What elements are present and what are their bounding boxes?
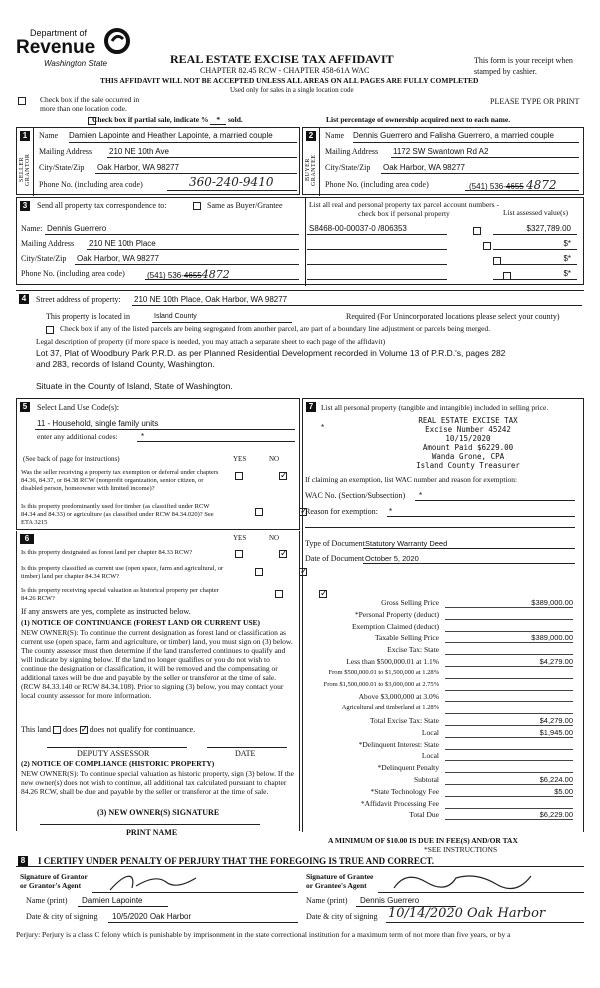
print-name-label: PRINT NAME: [126, 828, 178, 837]
corr-city-field[interactable]: Oak Harbor, WA 98277: [77, 254, 159, 263]
buyer-mail-label: Mailing Address: [325, 147, 379, 156]
dor-logo: [16, 28, 136, 72]
doctype-label: Type of Document: [305, 539, 365, 548]
calc-row: [303, 809, 585, 821]
buyer-phone-label: Phone No. (including area code): [325, 180, 429, 189]
landuse-section: [16, 398, 300, 530]
noh-body: NEW OWNER(S): To continue special valuation as historic property, sign (3) below. If the new owner(s) does not wish to continue, all additional tax calculated pursuant to chapter 84.26 RCW, shall be due and payable by the seller or transferor at the time of sale.: [21, 769, 294, 796]
calc-row-label: *Affidavit Processing Fee: [360, 798, 439, 808]
q3-text: Is this property designated as forest land per chapter 84.33 RCW?: [21, 549, 193, 556]
q2-yes-checkbox[interactable]: [255, 508, 263, 516]
seller-phone-label: Phone No. (including area code): [39, 180, 143, 189]
treasurer-stamp: REAL ESTATE EXCISE TAX Excise Number 45242 10/15/2020 Amount Paid $6229.00 Wanda Grone, CPA Island County Treasurer: [416, 416, 520, 470]
pp-field[interactable]: *: [321, 423, 325, 432]
buyer-mail-field[interactable]: 1172 SW Swantown Rd A2: [393, 147, 489, 156]
section-4-badge: 4: [19, 294, 29, 304]
calc-row-label: Total Excise Tax: State: [369, 715, 439, 725]
calc-row-label: Excise Tax: State: [387, 645, 439, 655]
noh-title: (2) NOTICE OF COMPLIANCE (HISTORIC PROPERTY): [21, 759, 215, 768]
calc-row-label: Exemption Claimed (deduct): [351, 621, 439, 631]
legal-label: Legal description of property (if more space is needed, you may attach a separate sheet to each page of the affidavit): [36, 337, 386, 346]
additional-label: enter any additional codes:: [37, 432, 118, 441]
doesnot-checkbox[interactable]: [80, 726, 88, 734]
dept-label: Department of: [30, 28, 88, 38]
calc-row: [303, 798, 585, 810]
calc-row-value[interactable]: $5.00: [554, 786, 573, 796]
corr-city-label: City/State/Zip: [21, 254, 67, 263]
calc-row-label: Local: [421, 727, 439, 737]
form-chapter: CHAPTER 82.45 RCW - CHAPTER 458-61A WAC: [200, 66, 370, 75]
buyer-name-field[interactable]: Dennis Guerrero and Falisha Guerrero, a married couple: [353, 131, 554, 140]
doctype-field[interactable]: Statutory Warranty Deed: [365, 539, 448, 548]
corr-phone-field[interactable]: (541) 536-46554872: [147, 268, 230, 281]
corr-name-label: Name:: [21, 224, 43, 233]
calc-row-label: Less than $500,000.01 at 1.1%: [346, 656, 439, 666]
personal-property-section: [302, 398, 584, 832]
date-label: DATE: [235, 749, 256, 758]
calc-row-label: Gross Selling Price: [381, 598, 439, 607]
property-section: [16, 290, 584, 394]
value-4-field[interactable]: $*: [563, 269, 571, 278]
calc-row: [303, 774, 585, 786]
additional-field[interactable]: *: [141, 432, 145, 441]
calc-row-label: Above $3,000,000 at 3.0%: [358, 692, 439, 702]
q6-yes-header: YES: [233, 534, 247, 542]
calc-row-label: From $1,500,000.01 to $3,000,000 at 2.75%: [323, 680, 439, 688]
ownership-note: List percentage of ownership acquired next to each name.: [326, 115, 511, 124]
wac-field[interactable]: *: [419, 491, 423, 500]
q4-text: Is this property classified as current use (open space, farm and agricultural, or timber) land per chapter 84.34 RCW?: [21, 565, 224, 580]
seller-name-label: Name: [39, 131, 59, 140]
buyer-city-field[interactable]: Oak Harbor, WA 98277: [383, 163, 465, 172]
required-note: Required (For Unincorporated locations please select your county): [346, 312, 560, 321]
assessed-header: List assessed value(s): [503, 208, 568, 217]
calc-row: [303, 621, 585, 633]
pp-label: List all personal property (tangible and intangible) included in selling price.: [321, 403, 549, 412]
same-as-buyer-checkbox[interactable]: [193, 202, 201, 210]
street-label: Street address of property:: [36, 295, 121, 304]
grantor-signature-icon: [106, 870, 226, 894]
parcel-1-field[interactable]: S8468-00-00037-0 /806353: [309, 224, 407, 233]
value-2-field[interactable]: $*: [563, 239, 571, 248]
q-no-header: NO: [269, 455, 280, 463]
seller-city-label: City/State/Zip: [39, 163, 85, 172]
receipt-note: This form is your receipt when stamped by cashier.: [474, 56, 573, 76]
street-field[interactable]: 210 NE 10th Place, Oak Harbor, WA 98277: [134, 295, 288, 304]
state-label: Washington State: [44, 59, 108, 68]
see-instructions: *SEE INSTRUCTIONS: [424, 845, 498, 854]
calc-row: [303, 786, 585, 798]
parcel-2-personal-checkbox[interactable]: [483, 242, 491, 250]
calc-row-value[interactable]: $6,229.00: [539, 810, 573, 820]
exemption-label: If claiming an exemption, list WAC number and reason for exemption:: [305, 475, 518, 484]
calc-row: [303, 668, 585, 680]
buyer-section: [302, 127, 584, 195]
buyer-city-label: City/State/Zip: [325, 163, 371, 172]
minimum-note: A MINIMUM OF $10.00 IS DUE IN FEE(S) AND/OR TAX: [328, 836, 518, 845]
docdate-field[interactable]: October 5, 2020: [365, 554, 419, 563]
calc-row-value[interactable]: $389,000.00: [531, 633, 573, 643]
grantee-date-label: Date & city of signing: [306, 912, 378, 921]
calc-row-label: From $500,000.01 to $1,500,000 at 1.28%: [328, 668, 439, 676]
value-3-field[interactable]: $*: [563, 254, 571, 263]
q5-yes-checkbox[interactable]: [275, 590, 283, 598]
q-yes-header: YES: [233, 455, 247, 463]
send-label: Send all property tax correspondence to:: [37, 201, 167, 210]
calc-row-value[interactable]: $4,279.00: [539, 656, 573, 666]
partial-sale-label: Check box if partial sale, indicate % * sold.: [92, 115, 243, 124]
calc-row-label: Agricultural and timberland at 1.28%: [341, 704, 439, 712]
calc-row-value[interactable]: $1,945.00: [539, 727, 573, 737]
section-5-badge: 5: [20, 402, 30, 412]
section-6-badge: 6: [20, 534, 34, 544]
landuse-select[interactable]: 11 - Household, single family units: [37, 419, 159, 428]
corr-name-field[interactable]: Dennis Guerrero: [47, 224, 107, 233]
grantor-date-field[interactable]: 10/5/2020 Oak Harbor: [112, 912, 192, 921]
q2-text: Is this property predominantly used for timber (as classified under RCW 84.34 and 84.33) or agriculture (as classified under RCW 84.34.020)? See ETA 3215: [21, 503, 214, 526]
calc-row: [303, 750, 585, 762]
value-1-field[interactable]: $327,789.00: [526, 224, 571, 233]
calc-row-value[interactable]: $389,000.00: [531, 598, 573, 607]
certify-section: [16, 854, 584, 970]
calc-row: [303, 715, 585, 727]
grantor-name-label: Name (print): [26, 896, 68, 905]
section6: [16, 531, 300, 831]
calc-row-label: Total Due: [409, 810, 439, 820]
section-8-badge: 8: [18, 856, 28, 866]
calc-row-label: *Delinquent Interest: State: [358, 739, 439, 749]
form-title: REAL ESTATE EXCISE TAX AFFIDAVIT: [170, 52, 394, 66]
section-7-badge: 7: [306, 402, 316, 412]
reason-field[interactable]: *: [389, 507, 393, 516]
seller-mail-label: Mailing Address: [39, 147, 93, 156]
does-checkbox[interactable]: [53, 726, 61, 734]
calc-row: [303, 727, 585, 739]
section-1-badge: 1: [20, 131, 30, 141]
grantor-sig-label: Signature of Grantor or Grantor's Agent: [20, 872, 88, 890]
seller-section: [16, 127, 300, 195]
segregated-label: Check box if any of the listed parcels are being segregated from another parcel, are part of a boundary line adjustment or parcels being merged.: [60, 324, 491, 333]
calc-row: [303, 703, 585, 715]
buyer-side-label: BUYER GRANTEE: [305, 154, 317, 186]
section-3-badge: 3: [20, 201, 30, 211]
calc-row-label: *Personal Property (deduct): [354, 609, 439, 619]
multi-location-label: Check box if the sale occurred in more than one location code.: [40, 95, 140, 113]
seller-city-field[interactable]: Oak Harbor, WA 98277: [97, 163, 179, 172]
grantee-date-field[interactable]: 10/14/2020 Oak Harbor: [388, 906, 546, 921]
buyer-name-label: Name: [325, 131, 345, 140]
calc-row: [303, 609, 585, 621]
grantor-date-label: Date & city of signing: [26, 912, 98, 921]
parcel-header: List all real and personal property tax parcel account numbers - check box if personal property: [309, 200, 499, 218]
please-print: PLEASE TYPE OR PRINT: [490, 97, 580, 106]
seller-side-label: SELLER GRANTOR: [19, 153, 31, 187]
corr-mail-label: Mailing Address: [21, 239, 75, 248]
noc-title: (1) NOTICE OF CONTINUANCE (FOREST LAND OR CURRENT USE): [21, 618, 261, 627]
thisland-row: This land does ✓ does not qualify for continuance.: [21, 725, 195, 734]
corr-phone-label: Phone No. (including area code): [21, 269, 125, 278]
calc-row: [303, 762, 585, 774]
noc-body: NEW OWNER(S): To continue the current designation as forest land or classification as current use (open space, farm and agriculture, or timber) land, you must sign on (3) below. The county assessor must then determine if the land transferred continues to qualify and will indicate by signing below. If the land no longer qualifies or you do not wish to continue the designation or classification, it will be removed and the compensating or additional taxes will be due and payable by the seller or transferor at the time of sale. (RCW 84.33.140 or RCW 84.34.108). Prior to signing (3) below, you may contact your local county assessor for more information.: [21, 628, 293, 700]
calc-row-label: Taxable Selling Price: [374, 633, 439, 643]
grantor-name-field[interactable]: Damien Lapointe: [82, 896, 143, 905]
segregated-checkbox[interactable]: [46, 326, 54, 334]
legal-line-1[interactable]: Lot 37, Plat of Woodbury Park P.R.D. as per Planned Residential Development recorded in Volume 13 of P.R.D.'s, pages 282: [36, 348, 506, 358]
q1-text: Was the seller receiving a property tax exemption or deferral under chapters 84.36, 84.37, or 84.38 RCW (nonprofit organization, senior citizen, or disabled person, homeowner with limited income)?: [21, 469, 219, 492]
calc-row: [303, 597, 585, 609]
q5-text: Is this property receiving special valuation as historical property per chapter 84.26 RCW?: [21, 587, 219, 602]
reason-label: Reason for exemption:: [305, 507, 378, 516]
corr-mail-field[interactable]: 210 NE 10th Place: [89, 239, 156, 248]
calc-row-value[interactable]: $4,279.00: [539, 715, 573, 725]
q3-yes-checkbox[interactable]: [235, 550, 243, 558]
landuse-label: Select Land Use Code(s):: [37, 403, 119, 412]
tax-calculation: [303, 597, 585, 821]
legal-line-2[interactable]: and 283, records of Island County, Washington.: [36, 359, 215, 369]
grantee-sig-label: Signature of Grantee or Grantee's Agent: [306, 872, 374, 890]
certify-text: I CERTIFY UNDER PENALTY OF PERJURY THAT THE FOREGOING IS TRUE AND CORRECT.: [38, 856, 435, 866]
calc-row: [303, 644, 585, 656]
docdate-label: Date of Document: [305, 554, 365, 563]
q6-no-header: NO: [269, 534, 280, 542]
parcel-1-personal-checkbox[interactable]: [473, 227, 481, 235]
seeback-note: (See back of page for instructions): [23, 455, 120, 463]
county-select[interactable]: Island County: [154, 313, 197, 320]
deputy-label: DEPUTY ASSESSOR: [77, 749, 150, 758]
grantee-name-field[interactable]: Dennis Guerrero: [360, 896, 420, 905]
calc-row: [303, 691, 585, 703]
grantee-name-label: Name (print): [306, 896, 348, 905]
wac-label: WAC No. (Section/Subsection): [305, 491, 406, 500]
seller-phone-field[interactable]: 360-240-9410: [189, 175, 274, 189]
section-2-badge: 2: [306, 131, 316, 141]
same-as-buyer-label: Same as Buyer/Grantee: [207, 201, 283, 210]
q1-yes-checkbox[interactable]: [235, 472, 243, 480]
grantee-signature-icon: [386, 868, 536, 894]
calc-row: [303, 656, 585, 668]
form-warning: THIS AFFIDAVIT WILL NOT BE ACCEPTED UNLESS ALL AREAS ON ALL PAGES ARE FULLY COMPLETED: [100, 76, 479, 85]
calc-row-value[interactable]: $6,224.00: [539, 774, 573, 784]
calc-row-label: *State Technology Fee: [370, 786, 439, 796]
q3-no-checkbox[interactable]: [279, 550, 287, 558]
dor-logo-icon: [104, 28, 130, 54]
q1-no-checkbox[interactable]: [279, 472, 287, 480]
calc-row: [303, 680, 585, 692]
correspondence-section: [16, 197, 584, 285]
q4-yes-checkbox[interactable]: [255, 568, 263, 576]
seller-name-field[interactable]: Damien Lapointe and Heather Lapointe, a married couple: [69, 131, 273, 140]
sig3-label: (3) NEW OWNER(S) SIGNATURE: [97, 808, 220, 817]
revenue-label: Revenue: [16, 37, 96, 58]
calc-row-label: Subtotal: [413, 774, 439, 784]
located-label: This property is located in: [46, 312, 130, 321]
calc-row-label: Local: [421, 751, 439, 761]
seller-mail-field[interactable]: 210 NE 10th Ave: [109, 147, 169, 156]
any-yes-note: If any answers are yes, complete as instructed below.: [21, 607, 191, 616]
single-location: Used only for sales in a single location code: [230, 86, 354, 94]
buyer-phone-field[interactable]: (541) 536-4655 4872: [469, 178, 557, 192]
multi-location-checkbox[interactable]: [18, 97, 26, 105]
perjury-note: Perjury: Perjury is a class C felony which is punishable by imprisonment in the state correctional institution for a maximum term of not more than five years, or by a: [16, 930, 511, 939]
situate-line[interactable]: Situate in the County of Island, State of Washington.: [36, 381, 233, 391]
calc-row: [303, 739, 585, 751]
calc-row: [303, 632, 585, 644]
calc-row-label: *Delinquent Penalty: [377, 763, 439, 773]
